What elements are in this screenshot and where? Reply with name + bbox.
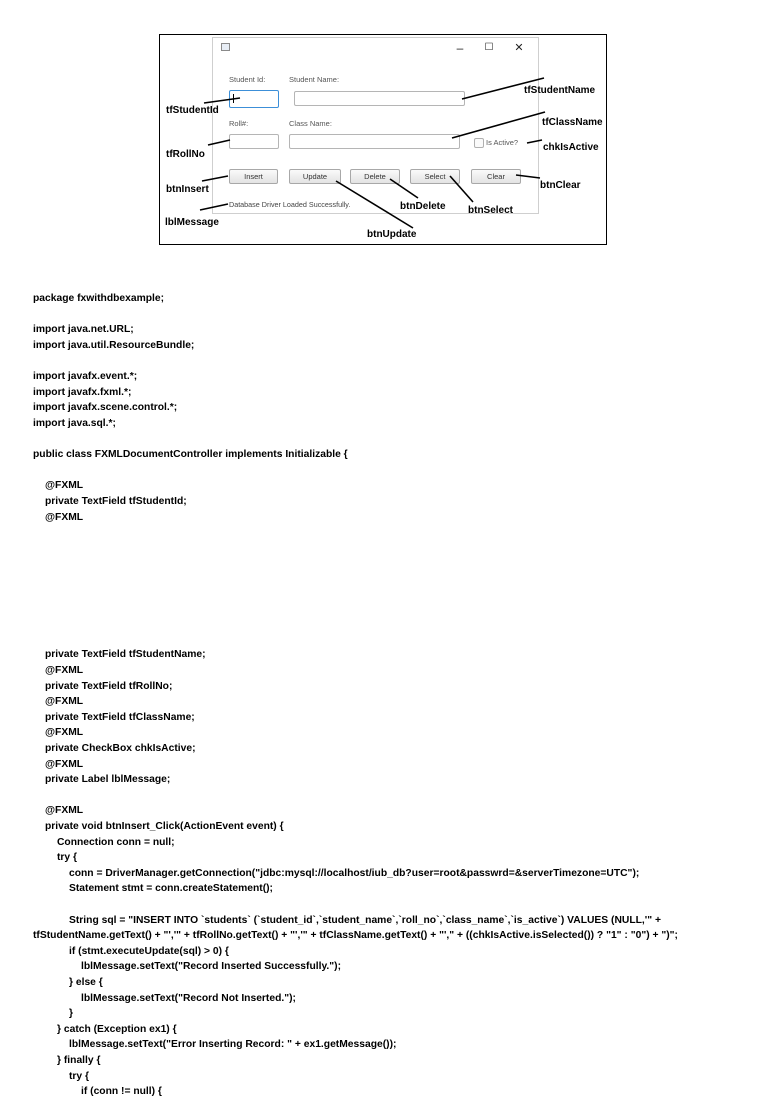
leader-line-btnSelect — [450, 176, 473, 202]
code-line: if (conn != null) { — [81, 1086, 162, 1098]
code-line: lblMessage.setText("Record Not Inserted."); — [81, 992, 296, 1004]
callout-chkIsActive: chkIsActive — [543, 142, 599, 153]
select-button[interactable]: Select — [410, 169, 460, 184]
callout-tfRollNo: tfRollNo — [166, 149, 205, 160]
code-line: import java.util.ResourceBundle; — [33, 339, 195, 351]
page-gap — [0, 556, 768, 616]
callout-tfStudentName: tfStudentName — [524, 85, 596, 96]
code-line: conn = DriverManager.getConnection("jdbc:mysql://localhost/iub_db?user=root&passwrd=&serverTimezone=UTC"); — [69, 867, 640, 879]
code-line: private TextField tfStudentName; — [45, 649, 206, 661]
class-name-label: Class Name: — [289, 119, 332, 128]
code-line: String sql = "INSERT INTO `students` (`student_id`,`student_name`,`roll_no`,`class_name`,`is_active`) VALUES (NULL,'" + — [69, 914, 661, 926]
code-line — [0, 788, 768, 804]
code-line: public class FXMLDocumentController implements Initializable { — [33, 449, 348, 461]
leader-line-lblMessage — [200, 204, 228, 210]
callout-btnSelect: btnSelect — [468, 205, 514, 216]
leader-line-btnInsert — [202, 176, 228, 181]
code-line: private void btnInsert_Click(ActionEvent event) { — [45, 821, 284, 832]
code-line: private TextField tfRollNo; — [45, 680, 173, 692]
leader-line-chkIsActive — [527, 140, 542, 143]
close-icon[interactable]: ✕ — [514, 42, 524, 54]
code-line: tfStudentName.getText() + "','" + tfRollNo.getText() + "','" + tfClassName.getText() + "'," + ((chkIsActive.isSelected()) ? "1" : "0") + ")"; — [33, 930, 678, 942]
student-name-label: Student Name: — [289, 75, 340, 84]
code-line: @FXML — [45, 511, 84, 523]
code-line: import javafx.fxml.*; — [33, 386, 132, 398]
code-line — [0, 354, 768, 370]
code-line: @FXML — [45, 805, 84, 817]
code-line: lblMessage.setText("Record Inserted Successfully."); — [81, 961, 342, 973]
code-line: private Label lblMessage; — [45, 774, 171, 786]
leader-line-tfClassName — [452, 112, 545, 138]
callout-btnClear: btnClear — [540, 180, 581, 191]
insert-button[interactable]: Insert — [229, 169, 278, 184]
code-line: try { — [57, 852, 78, 864]
callout-btnDelete: btnDelete — [400, 201, 446, 212]
code-line: private CheckBox chkIsActive; — [45, 743, 196, 755]
code-line: @FXML — [45, 727, 84, 739]
callout-lblMessage: lblMessage — [165, 217, 219, 228]
code-line: private TextField tfStudentId; — [45, 495, 187, 507]
code-line: } else { — [69, 976, 103, 988]
code-line: lblMessage.setText("Error Inserting Record: " + ex1.getMessage()); — [69, 1039, 397, 1051]
code-line: @FXML — [45, 480, 84, 492]
code-line: } — [69, 1008, 74, 1020]
leader-line-tfStudentId — [204, 98, 240, 103]
callout-tfStudentId: tfStudentId — [166, 105, 219, 116]
leader-line-btnDelete — [390, 179, 418, 198]
code-line: import javafx.scene.control.*; — [33, 402, 178, 414]
code-block-declarations — [0, 291, 768, 525]
code-line — [0, 432, 768, 448]
callout-btnUpdate: btnUpdate — [367, 229, 417, 240]
code-line: import java.net.URL; — [33, 324, 134, 336]
code-line: @FXML — [45, 696, 84, 708]
code-line: } catch (Exception ex1) { — [57, 1023, 177, 1035]
leader-line-tfRollNo — [208, 140, 230, 145]
callout-leader-lines — [160, 35, 608, 246]
code-line: package fxwithdbexample; — [33, 293, 165, 305]
leader-line-btnClear — [516, 175, 540, 178]
form-screenshot-figure — [159, 34, 607, 245]
code-line — [0, 307, 768, 323]
code-line: try { — [69, 1070, 90, 1082]
roll-number-label: Roll#: — [229, 119, 249, 128]
clear-button[interactable]: Clear — [471, 169, 521, 184]
code-line: import java.sql.*; — [33, 417, 116, 429]
code-line — [0, 897, 768, 913]
code-line: @FXML — [45, 758, 84, 770]
callout-btnInsert: btnInsert — [166, 184, 209, 195]
is-active-label: Is Active? — [486, 138, 519, 147]
code-line: @FXML — [45, 665, 84, 677]
student-id-label: Student Id: — [229, 75, 266, 84]
update-button[interactable]: Update — [289, 169, 341, 184]
callout-tfClassName: tfClassName — [542, 117, 603, 128]
code-line: } finally { — [57, 1054, 101, 1066]
java-source-code — [0, 260, 768, 1115]
delete-button[interactable]: Delete — [350, 169, 400, 184]
maximize-icon[interactable]: ☐ — [484, 42, 494, 53]
status-message-label: Database Driver Loaded Successfully. — [229, 200, 351, 209]
code-line — [0, 463, 768, 479]
minimize-icon[interactable]: – — [456, 41, 464, 55]
code-line: Statement stmt = conn.createStatement(); — [69, 883, 273, 895]
code-line: Connection conn = null; — [57, 836, 175, 848]
code-line: if (stmt.executeUpdate(sql) > 0) { — [69, 945, 229, 957]
code-line: import javafx.event.*; — [33, 371, 138, 383]
code-block-insert-handler — [0, 647, 768, 1099]
code-line: private TextField tfClassName; — [45, 711, 195, 723]
